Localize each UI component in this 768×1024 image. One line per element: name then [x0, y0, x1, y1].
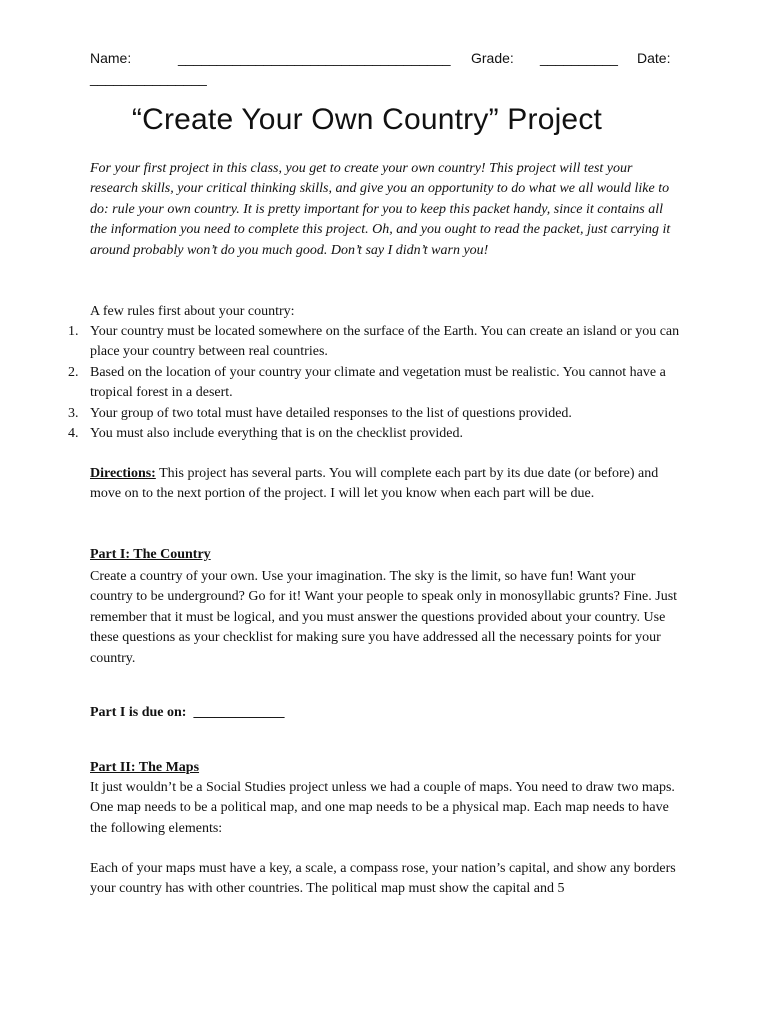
page-title: “Create Your Own Country” Project	[131, 103, 603, 136]
rules-heading: A few rules first about your country:	[90, 304, 295, 319]
list-item: 4. You must also include everything that is on the checklist provided.	[68, 426, 464, 442]
name-blank: ___________________________________	[178, 50, 451, 66]
directions-text: This project has several parts. You will complete each part by its due date (or before) and move on to the next portion of the project. I will let you know when each part will be due.	[90, 466, 659, 502]
part2-heading: Part II: The Maps	[90, 760, 200, 775]
part2-text: It just wouldn’t be a Social Studies project unless we had a couple of maps. You need to draw two maps. One map needs to be a political map, and one map needs to be a physical map. Each map needs to have the following elements:	[90, 780, 675, 836]
grade-blank: __________	[540, 50, 618, 66]
list-item: 3. Your group of two total must have detailed responses to the list of questions provided.	[68, 405, 572, 421]
part2-text2: Each of your maps must have a key, a scale, a compass rose, your nation’s capital, and show any borders your country has with other countries. The political map must show the capital and 5	[90, 861, 676, 897]
list-item: 1. Your country must be located somewhere on the surface of the Earth. You can create an island or you can place your country between real countries.	[68, 324, 680, 360]
list-item: 2. Based on the location of your country your climate and vegetation must be realistic. You cannot have a tropical forest in a desert.	[68, 364, 666, 401]
part1-due	[90, 703, 680, 723]
date-label: Date:	[637, 50, 671, 66]
rules-list	[68, 322, 680, 444]
part1-text: Create a country of your own. Use your imagination. The sky is the limit, so have fun! Want your country to be underground? Go for it! Want your people to speak only in monosyllabic grunts? Fine. Just remember that it must be logical, and you must answer the questions provided about your country. Use these questions as your checklist for making sure you have addressed all the necessary points for your country.	[90, 569, 678, 666]
directions-label: Directions:	[90, 466, 156, 481]
name-label: Name:	[90, 50, 132, 66]
part1-due-blank: _____________	[193, 705, 285, 720]
grade-label: Grade:	[471, 50, 514, 66]
part1-due-label: Part I is due on:	[90, 705, 187, 720]
intro-paragraph: For your first project in this class, you get to create your own country! This project will test your research skills, your critical thinking skills, and give you an opportunity to do what we all would like to do: rule your own country. It is pretty important for you to keep this packet handy, since it contains all the information you need to complete this project. Oh, and you ought to read the packet, just carrying it around probably won’t do you much good. Don’t say I didn’t warn you!	[90, 161, 671, 258]
part1-heading: Part I: The Country	[90, 547, 211, 562]
directions-paragraph	[90, 464, 680, 505]
date-blank: _______________	[90, 70, 207, 86]
